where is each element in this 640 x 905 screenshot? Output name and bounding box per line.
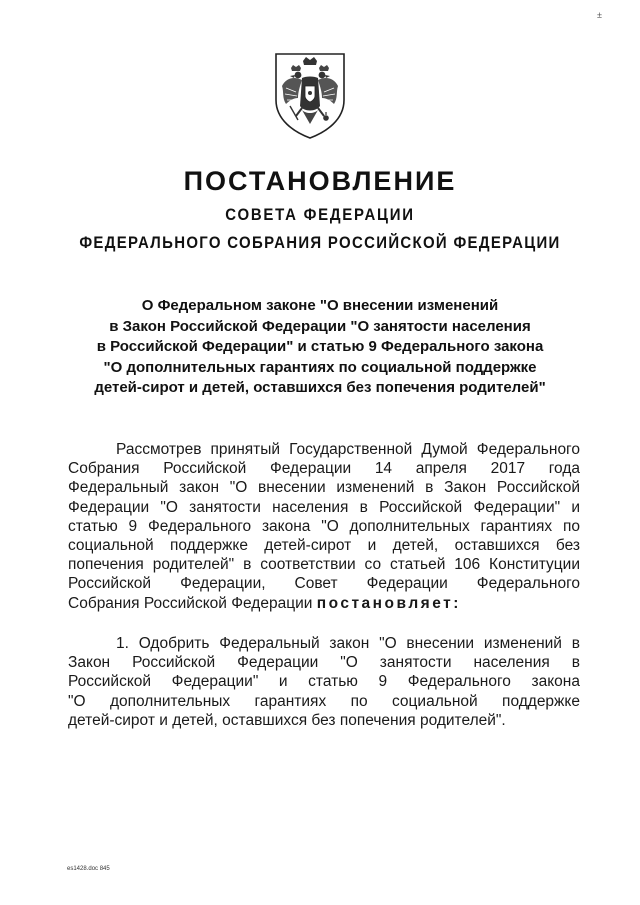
subject-line: "О дополнительных гарантиях по социальной поддержке <box>103 358 537 376</box>
issuer-line-1: СОВЕТА ФЕДЕРАЦИИ <box>225 205 415 224</box>
paragraph-line: статью 9 Федерального закона "О дополнительных гарантиях по <box>68 517 580 535</box>
paragraph-line: социальной поддержке детей-сирот и детей, оставшихся без <box>68 537 580 555</box>
paragraph-line: 1. Одобрить Федеральный закон "О внесении изменений в <box>116 635 580 652</box>
document-type-title: ПОСТАНОВЛЕНИЕ <box>183 166 457 196</box>
paragraph-line: Российской Федерации" и статью 9 Федерального закона <box>68 673 580 691</box>
paragraph-line: Рассмотрев принятый Государственной Думой Федерального <box>116 441 580 458</box>
paragraph-line: детей-сирот и детей, оставшихся без попечения родителей". <box>68 711 506 729</box>
issuer-line-2: ФЕДЕРАЛЬНОГО СОБРАНИЯ РОССИЙСКОЙ ФЕДЕРАЦИИ <box>79 233 561 252</box>
paragraph-line: Федеральный закон "О внесении изменений в Закон Российской <box>68 479 580 497</box>
subject-line: в Российской Федерации" и статью 9 Федерального закона <box>96 338 544 355</box>
coat-of-arms-icon <box>272 48 348 140</box>
subject-line: О Федеральном законе "О внесении изменений <box>141 297 499 314</box>
resolves-keyword: постановляет: <box>316 594 461 612</box>
corner-mark: ± <box>597 10 602 20</box>
paragraph-line: Закон Российской Федерации "О занятости населения в <box>68 654 580 672</box>
paragraph-line: Федерации "О занятости населения в Российской Федерации" и <box>68 498 580 516</box>
paragraph-line: "О дополнительных гарантиях по социальной поддержке <box>68 692 580 710</box>
preamble-paragraph <box>68 440 580 613</box>
subject-line: детей-сирот и детей, оставшихся без попечения родителей" <box>94 379 546 396</box>
paragraph-line: Собрания Российской Федерации 14 апреля 2017 года <box>68 460 580 478</box>
paragraph-line: Российской Федерации, Совет Федерации Федерального <box>68 575 580 593</box>
paragraph-line: попечения родителей" в соответствии со статьей 106 Конституции <box>68 556 580 574</box>
subject-line: в Закон Российской Федерации "О занятости населения <box>109 317 531 335</box>
file-code: es1428.doc 845 <box>67 866 110 872</box>
document-subject <box>80 296 560 399</box>
resolution-item-1 <box>68 634 580 730</box>
paragraph-line-text: Собрания Российской Федерации <box>68 594 313 612</box>
paragraph-line <box>68 594 580 613</box>
